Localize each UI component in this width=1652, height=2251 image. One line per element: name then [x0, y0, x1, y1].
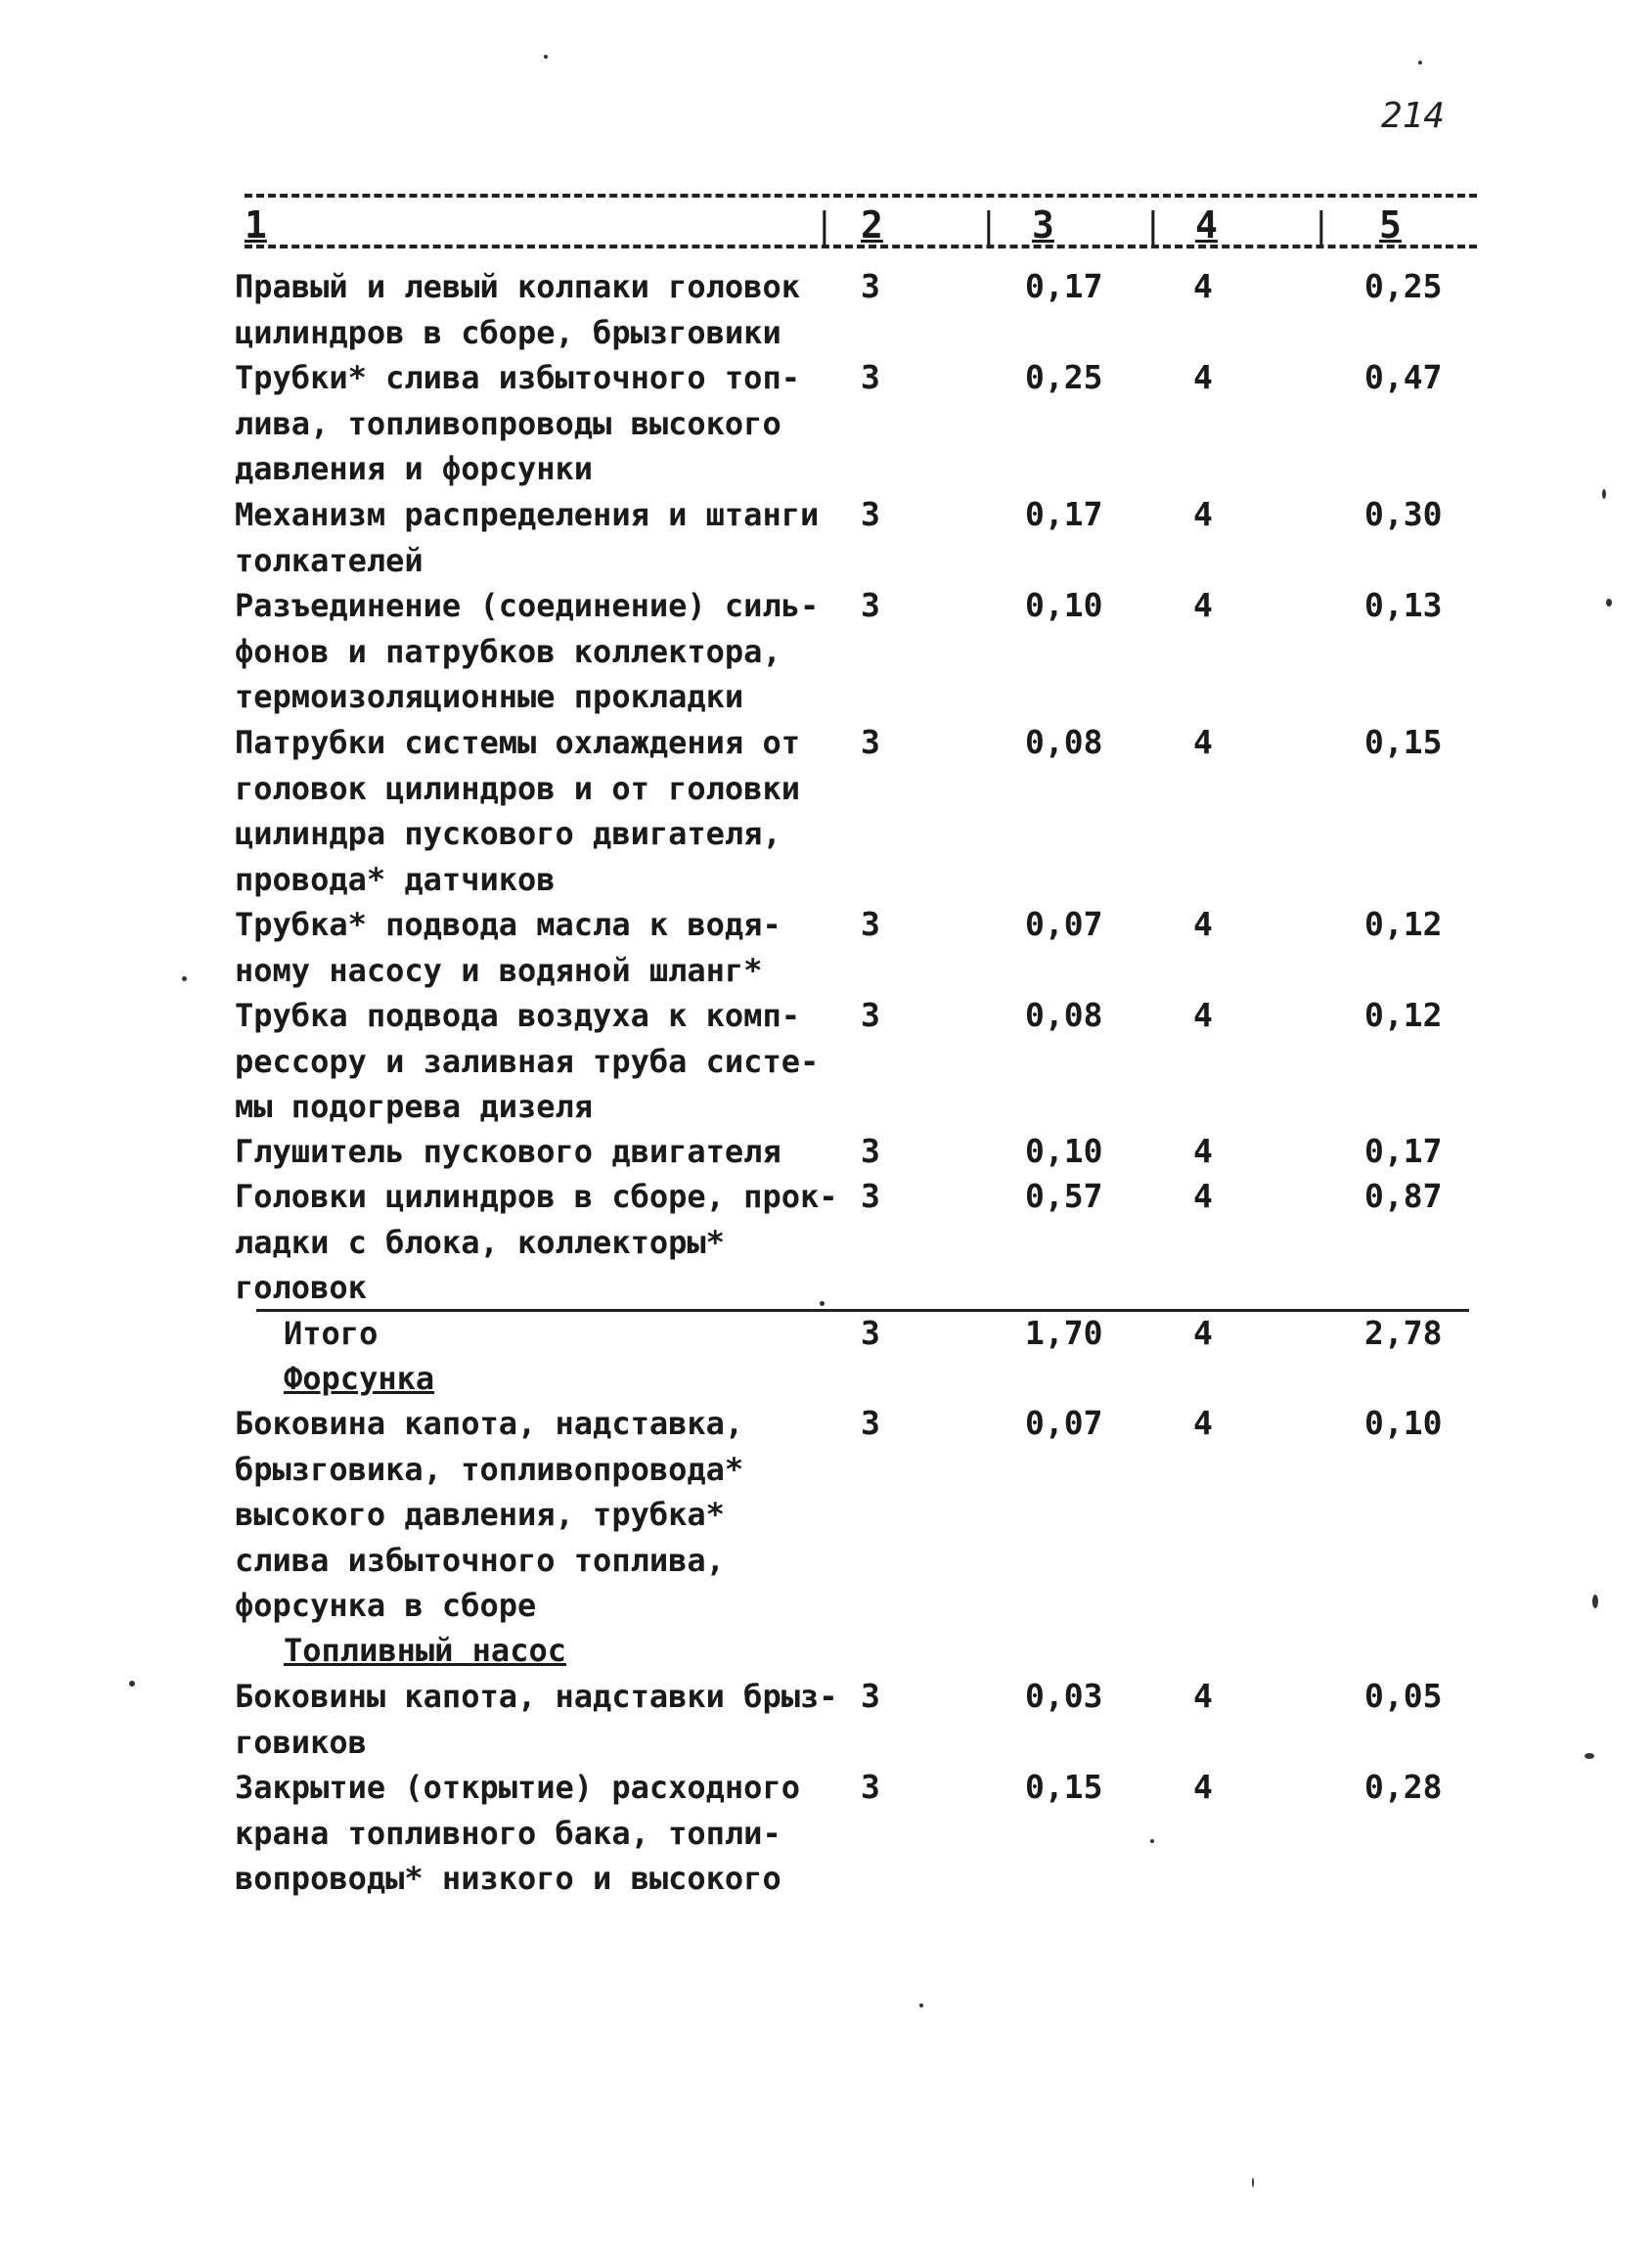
scan-speck	[1585, 1753, 1594, 1759]
scan-speck	[1592, 1595, 1598, 1608]
row-description: Боковина капота, надставка, брызговика, топливопровода* высокого давления, трубка* слива избыточного топлива, форсунка в сборе	[235, 1405, 744, 1624]
total-col2: 3	[861, 1314, 880, 1352]
row-col2: 3	[861, 267, 880, 305]
scan-speck	[1606, 599, 1612, 607]
row-col4: 4	[1193, 1677, 1213, 1715]
header-top-rule	[245, 194, 1477, 198]
scan-speck	[544, 55, 548, 59]
row-col4: 4	[1193, 996, 1213, 1034]
row-col2: 3	[861, 586, 880, 624]
row-col3: 0,10	[1025, 586, 1103, 624]
page-number: 214	[1381, 96, 1446, 136]
row-col2: 3	[861, 1177, 880, 1215]
row-col2: 3	[861, 358, 880, 396]
row-col4: 4	[1193, 1404, 1213, 1442]
column-header-5: 5	[1379, 203, 1402, 247]
row-col5: 0,25	[1364, 267, 1443, 305]
total-col5: 2,78	[1364, 1314, 1443, 1352]
row-col3: 0,03	[1025, 1677, 1103, 1715]
scan-speck	[1418, 61, 1422, 65]
row-col4: 4	[1193, 1768, 1213, 1806]
row-description: Боковины капота, надставки брыз- говиков	[235, 1678, 838, 1761]
row-description: Глушитель пускового двигателя	[235, 1133, 781, 1170]
row-col2: 3	[861, 1404, 880, 1442]
row-col4: 4	[1193, 1177, 1213, 1215]
row-description: Патрубки системы охлаждения от головок цилиндров и от головки цилиндра пускового двигателя, провода* датчиков	[235, 724, 800, 898]
row-col5: 0,05	[1364, 1677, 1443, 1715]
row-col4: 4	[1193, 586, 1213, 624]
row-col4: 4	[1193, 267, 1213, 305]
scan-speck	[182, 976, 187, 981]
row-col5: 0,30	[1364, 495, 1443, 533]
total-label: Итого	[284, 1315, 379, 1352]
header-bottom-rule	[245, 245, 1477, 248]
column-header-3: 3	[1032, 203, 1054, 247]
row-col3: 0,07	[1025, 905, 1103, 943]
scan-speck	[820, 1301, 825, 1306]
row-col4: 4	[1193, 358, 1213, 396]
column-separator: |	[1311, 205, 1332, 246]
column-separator: |	[814, 205, 835, 246]
row-col3: 0,07	[1025, 1404, 1103, 1442]
row-description: Механизм распределения и штанги толкателей	[235, 496, 820, 579]
scan-speck	[919, 2003, 923, 2007]
row-col2: 3	[861, 1132, 880, 1170]
row-col3: 0,57	[1025, 1177, 1103, 1215]
row-col4: 4	[1193, 723, 1213, 761]
row-col2: 3	[861, 495, 880, 533]
section-title-fuel-pump: Топливный насос	[284, 1632, 566, 1669]
row-col5: 0,12	[1364, 996, 1443, 1034]
row-col2: 3	[861, 1768, 880, 1806]
row-description: Трубка подвода воздуха к комп- рессору и заливная труба систе- мы подогрева дизеля	[235, 997, 820, 1125]
row-col5: 0,17	[1364, 1132, 1443, 1170]
row-description: Правый и левый колпаки головок цилиндров в сборе, брызговики	[235, 268, 800, 351]
scan-speck	[1602, 489, 1606, 499]
section-title-forsunka: Форсунка	[284, 1360, 435, 1397]
scan-speck	[129, 1681, 135, 1687]
total-col4: 4	[1193, 1314, 1213, 1352]
row-col5: 0,47	[1364, 358, 1443, 396]
row-col3: 0,17	[1025, 267, 1103, 305]
column-separator: |	[1142, 205, 1164, 246]
row-col4: 4	[1193, 1132, 1213, 1170]
row-col5: 0,10	[1364, 1404, 1443, 1442]
row-col2: 3	[861, 1677, 880, 1715]
row-col3: 0,15	[1025, 1768, 1103, 1806]
row-col5: 0,13	[1364, 586, 1443, 624]
column-header-1: 1	[245, 203, 267, 247]
row-col3: 0,10	[1025, 1132, 1103, 1170]
scan-speck	[1252, 2178, 1254, 2187]
row-col5: 0,12	[1364, 905, 1443, 943]
row-col5: 0,28	[1364, 1768, 1443, 1806]
row-description: Разъединение (соединение) силь- фонов и патрубков коллектора, термоизоляционные прокладки	[235, 587, 820, 715]
row-description: Закрытие (открытие) расходного крана топливного бака, топли- вопроводы* низкого и высокого	[235, 1769, 800, 1897]
row-col2: 3	[861, 723, 880, 761]
row-description: Трубка* подвода масла к водя- ному насосу и водяной шланг*	[235, 906, 781, 989]
row-col3: 0,08	[1025, 996, 1103, 1034]
row-col5: 0,15	[1364, 723, 1443, 761]
column-header-2: 2	[861, 203, 883, 247]
row-description: Трубки* слива избыточного топ- лива, топливопроводы высокого давления и форсунки	[235, 359, 800, 487]
row-col4: 4	[1193, 905, 1213, 943]
column-header-4: 4	[1195, 203, 1218, 247]
row-col3: 0,08	[1025, 723, 1103, 761]
row-col5: 0,87	[1364, 1177, 1443, 1215]
total-col3: 1,70	[1025, 1314, 1103, 1352]
row-col4: 4	[1193, 495, 1213, 533]
row-col2: 3	[861, 996, 880, 1034]
row-col3: 0,25	[1025, 358, 1103, 396]
scan-speck	[1150, 1839, 1154, 1843]
column-separator: |	[978, 205, 1000, 246]
row-col3: 0,17	[1025, 495, 1103, 533]
row-description: Головки цилиндров в сборе, прок- ладки с блока, коллекторы* головок	[235, 1178, 838, 1306]
row-col2: 3	[861, 905, 880, 943]
